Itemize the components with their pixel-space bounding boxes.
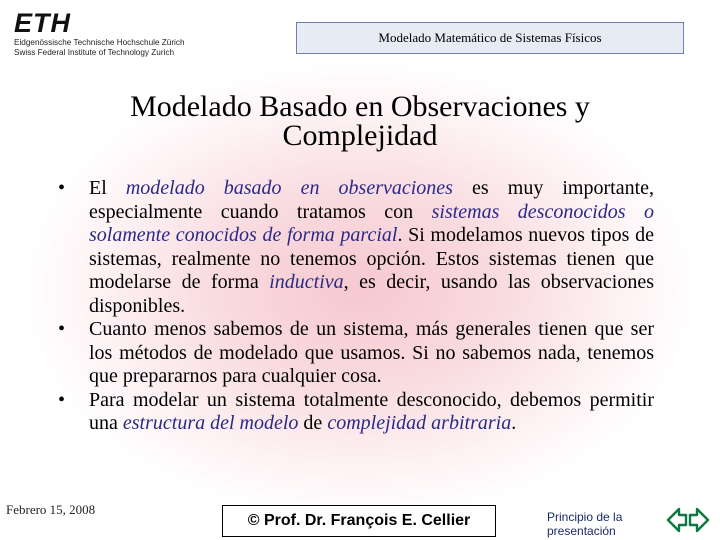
double-arrow-icon[interactable] (666, 505, 710, 535)
bullet-list (58, 177, 654, 436)
eth-logo-line-german: Eidgenössische Technische Hochschule Zürich (14, 38, 185, 47)
bullet-item-3 (58, 389, 654, 436)
slide-title-line-2: Complejidad (282, 119, 438, 152)
bullet-dot-icon: • (58, 177, 66, 199)
slide-title-line-1: Modelado Basado en Observaciones y (130, 90, 590, 123)
bullet-dot-icon: • (58, 388, 66, 411)
emphasis-text: modelado basado en observaciones (125, 177, 453, 199)
course-title-box (296, 22, 684, 54)
bullet-text: es muy importante, especialmente cuando tratamos con (89, 177, 655, 223)
bullet-text: . Si modelamos nuevos tipos de sistemas, realmente no tenemos opción. Estos sistemas tienen que modelarse de forma (89, 224, 654, 293)
bullet-text: Cuanto menos sabemos de un sistema, más generales tienen que ser los métodos de modelado que usamos. Si no sabemos nada, tenemos que prepararnos para cualquier cosa. (89, 318, 654, 387)
emphasis-text: estructura del modelo (122, 412, 299, 434)
bullet-item-1 (58, 177, 654, 318)
course-title: Modelado Matemático de Sistemas Físicos (378, 30, 602, 45)
bullet-text: El (89, 177, 126, 199)
footer-date: Febrero 15, 2008 (6, 502, 96, 517)
bullet-dot-icon: • (58, 318, 66, 340)
copyright-text: © Prof. Dr. François E. Cellier (247, 512, 471, 529)
slide-title (40, 92, 680, 150)
copyright-box (222, 505, 496, 537)
bullet-text: . (511, 412, 517, 434)
start-of-presentation-link[interactable]: Principio de la presentación (547, 510, 623, 538)
bullet-item-2 (58, 318, 654, 389)
eth-logo-line-english: Swiss Federal Institute of Technology Zurich (14, 48, 175, 57)
eth-logo-mark: ETH (14, 8, 71, 38)
bullet-text: Para modelar un sistema totalmente desconocido, debemos permitir una (89, 388, 654, 434)
emphasis-text: inductiva (269, 271, 344, 293)
eth-logo (14, 10, 214, 60)
emphasis-text: complejidad arbitraria (327, 412, 512, 434)
emphasis-text: sistemas desconocidos o solamente conocidos de forma parcial (89, 200, 654, 246)
nav-arrows-svg (666, 505, 710, 535)
bullet-text: de (298, 412, 328, 434)
bullet-text: , es decir, usando las observaciones disponibles. (89, 271, 654, 317)
